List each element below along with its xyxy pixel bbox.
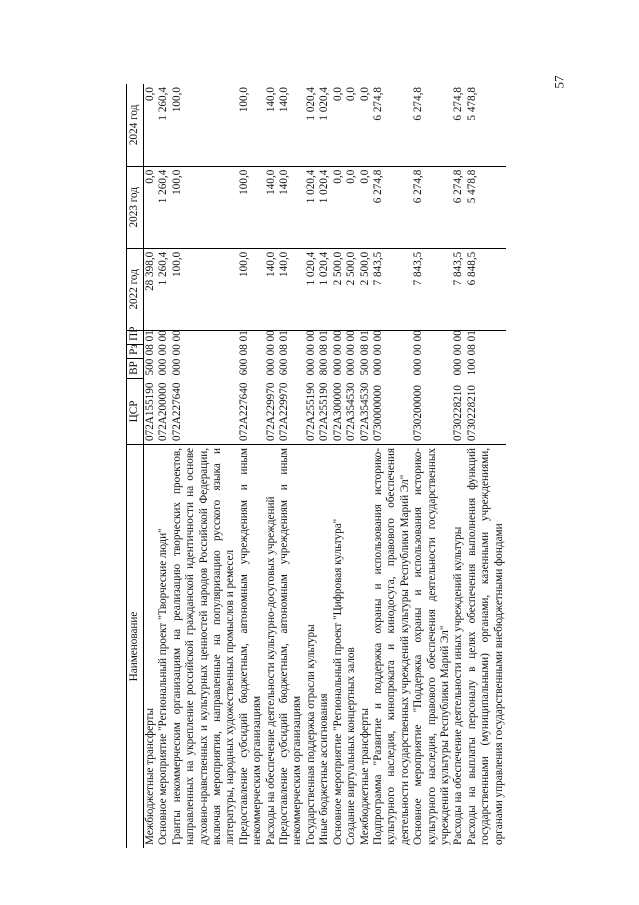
row-csr-code: 0730000000: [371, 385, 384, 441]
row-amount-2024: 6 274,8: [452, 84, 465, 166]
row-vr-code: 000: [345, 358, 358, 376]
row-rz-code: 00: [371, 344, 384, 356]
row-pr-code: 00: [331, 330, 344, 342]
row-amount-2023: 5 478,8: [466, 166, 506, 248]
row-csr-code: 072А227640: [170, 382, 183, 441]
row-vr-code: 500: [144, 358, 156, 376]
row-amount-2022: 1 020,4: [305, 248, 318, 330]
header-2022: 2022 год: [127, 248, 144, 330]
row-csr-code: 072А354530: [345, 382, 358, 441]
row-rz-code: 00: [345, 344, 358, 356]
row-amount-2023: 0,0: [345, 166, 358, 248]
row-amount-2024: 140,0: [278, 84, 305, 166]
row-amount-2023: 0,0: [144, 166, 158, 248]
row-csr-code: 0730200000: [412, 385, 425, 441]
row-name: Расходы на обеспечение деятельности культурно-досуговых учреждений: [265, 444, 278, 848]
row-name: Расходы на выплаты персоналу в целях обеспечения выполнения функций государственными (муниципальными) органами, казенными учреждениями, органами управления государственными внебюджетными фондами: [466, 444, 506, 848]
row-amount-2023: 0,0: [332, 166, 345, 248]
row-rz-code: 00: [170, 344, 183, 356]
row-pr-code: 01: [465, 330, 478, 342]
row-csr-code: 0730228210: [452, 385, 465, 441]
table-header: [127, 84, 144, 848]
row-amount-2022: 1 020,4: [318, 248, 331, 330]
row-amount-2022: 28 398,0: [144, 248, 158, 330]
header-vr: ВР: [127, 358, 144, 378]
row-amount-2022: 6 848,5: [466, 248, 506, 330]
row-amount-2023: 140,0: [265, 166, 278, 248]
row-name: Расходы на обеспечение деятельности иных учреждений культуры: [452, 444, 465, 848]
row-amount-2024: 0,0: [345, 84, 358, 166]
row-amount-2023: 6 274,8: [412, 166, 452, 248]
table-row: [157, 84, 170, 848]
row-amount-2024: 1 020,4: [305, 84, 318, 166]
row-name: Создание виртуальных концертных залов: [345, 444, 358, 848]
row-amount-2022: 2 500,0: [332, 248, 345, 330]
row-amount-2024: 5 478,8: [466, 84, 506, 166]
header-2024: 2024 год: [127, 84, 144, 166]
row-vr-code: 100: [465, 358, 478, 376]
row-name: Гранты некоммерческим организациям на реализацию творческих проектов, направленных на укрепление российской гражданской идентичности на основе духовно-нравственных и культурных ценностей народов Российской Федерации, включая мероприятия, направленные на популяризацию русского языка и литературы, народных художественных промыслов и ремесел: [171, 444, 238, 848]
row-pr-code: 00: [304, 330, 317, 342]
row-amount-2022: 1 260,4: [157, 248, 170, 330]
row-name: Основное мероприятие "Региональный проект "Цифровая культура": [332, 444, 345, 848]
row-amount-2024: 1 020,4: [318, 84, 331, 166]
row-vr-code: 600: [278, 358, 291, 376]
row-amount-2024: 100,0: [171, 84, 238, 166]
row-rz-code: 08: [237, 344, 250, 356]
row-csr-code: 072А255190: [318, 382, 331, 441]
row-amount-2022: 2 500,0: [345, 248, 358, 330]
row-vr-code: 500: [358, 358, 371, 376]
row-amount-2022: 100,0: [238, 248, 265, 330]
row-rz-code: 08: [144, 344, 156, 356]
row-amount-2022: 7 843,5: [452, 248, 465, 330]
row-amount-2022: 140,0: [278, 248, 305, 330]
row-amount-2022: 2 500,0: [359, 248, 372, 330]
row-csr-code: 072А229970: [264, 382, 277, 441]
budget-table: [126, 84, 506, 848]
row-csr-code: 072А155190: [144, 382, 156, 441]
table-row: [412, 84, 452, 848]
row-rz-code: 08: [278, 344, 291, 356]
table-row: [305, 84, 318, 848]
row-amount-2023: 140,0: [278, 166, 305, 248]
table-row: [278, 84, 305, 848]
row-amount-2022: 7 843,5: [372, 248, 412, 330]
row-vr-code: 600: [237, 358, 250, 376]
row-amount-2024: 1 260,4: [157, 84, 170, 166]
table-body: [144, 84, 506, 848]
row-amount-2024: 0,0: [359, 84, 372, 166]
row-rz-code: 00: [304, 344, 317, 356]
row-amount-2024: 0,0: [332, 84, 345, 166]
table-row: [345, 84, 358, 848]
row-vr-code: 000: [331, 358, 344, 376]
row-pr-code: 00: [157, 330, 170, 342]
row-vr-code: 000: [371, 358, 384, 376]
table-row: [144, 84, 158, 848]
row-pr-code: 01: [278, 330, 291, 342]
row-pr-code: 00: [371, 330, 384, 342]
row-pr-code: 00: [264, 330, 277, 342]
row-csr-code: 072А255190: [304, 382, 317, 441]
row-name: Предоставление субсидий бюджетным, автономным учреждениям и иным некоммерческим организациям: [238, 444, 265, 848]
row-csr-code: 072А354530: [358, 382, 371, 441]
row-rz-code: 08: [465, 344, 478, 356]
row-pr-code: 00: [412, 330, 425, 342]
budget-table-container: [126, 84, 546, 848]
row-amount-2022: 140,0: [265, 248, 278, 330]
row-pr-code: 00: [345, 330, 358, 342]
row-amount-2023: 100,0: [171, 166, 238, 248]
table-row: [318, 84, 331, 848]
page-number: 57: [551, 75, 567, 89]
row-rz-code: 00: [264, 344, 277, 356]
row-csr-code: 072А200000: [157, 382, 170, 441]
row-vr-code: 000: [452, 358, 465, 376]
table-row: [171, 84, 238, 848]
row-name: Иные бюджетные ассигнования: [318, 444, 331, 848]
row-rz-code: 00: [412, 344, 425, 356]
row-amount-2023: 6 274,8: [372, 166, 412, 248]
header-pr: ПР: [127, 330, 144, 344]
row-amount-2023: 1 020,4: [305, 166, 318, 248]
row-amount-2024: 6 274,8: [412, 84, 452, 166]
table-row: [332, 84, 345, 848]
row-pr-code: 01: [358, 330, 371, 342]
row-pr-code: 01: [318, 330, 331, 342]
row-pr-code: 01: [237, 330, 250, 342]
row-name: Основное мероприятие "Поддержка охраны и использования историко-культурного наследия, правового обеспечения деятельности государственных учреждений культуры Республики Марий Эл": [412, 444, 452, 848]
row-name: Межбюджетные трансферты: [144, 444, 158, 848]
row-vr-code: 000: [264, 358, 277, 376]
row-name: Предоставление субсидий бюджетным, автономным учреждениям и иным некоммерческим организациям: [278, 444, 305, 848]
row-amount-2024: 100,0: [238, 84, 265, 166]
table-row: [466, 84, 506, 848]
table-row: [265, 84, 278, 848]
row-rz-code: 00: [331, 344, 344, 356]
row-rz-code: 08: [318, 344, 331, 356]
row-name: Подпрограмма "Развитие и поддержка охраны и использования историко-культурного наследия, кинопроката и кинодосуга, правового обеспечения деятельности государственных учреждений культуры Республики Марий Эл": [372, 444, 412, 848]
row-name: Основное мероприятие "Региональный проект "Творческие люди": [157, 444, 170, 848]
row-pr-code: 01: [144, 330, 156, 342]
row-pr-code: 00: [170, 330, 183, 342]
row-vr-code: 800: [318, 358, 331, 376]
table-row: [372, 84, 412, 848]
header-rz: Рз: [127, 344, 144, 358]
row-vr-code: 000: [412, 358, 425, 376]
header-2023: 2023 год: [127, 166, 144, 248]
row-amount-2023: 6 274,8: [452, 166, 465, 248]
header-name: Наименование: [127, 444, 144, 848]
row-amount-2024: 6 274,8: [372, 84, 412, 166]
row-vr-code: 000: [304, 358, 317, 376]
row-amount-2023: 100,0: [238, 166, 265, 248]
row-csr-code: 072А300000: [331, 382, 344, 441]
row-pr-code: 00: [452, 330, 465, 342]
row-vr-code: 000: [170, 358, 183, 376]
row-amount-2023: 1 260,4: [157, 166, 170, 248]
header-csr: ЦСР: [127, 378, 144, 444]
row-amount-2023: 1 020,4: [318, 166, 331, 248]
table-row: [359, 84, 372, 848]
table-row: [238, 84, 265, 848]
table-row: [452, 84, 465, 848]
row-csr-code: 0730228210: [465, 385, 478, 441]
row-name: Межбюджетные трансферты: [359, 444, 372, 848]
row-amount-2024: 140,0: [265, 84, 278, 166]
row-csr-code: 072А227640: [237, 382, 250, 441]
row-amount-2024: 0,0: [144, 84, 158, 166]
row-rz-code: 08: [358, 344, 371, 356]
row-csr-code: 072А229970: [278, 382, 291, 441]
row-rz-code: 00: [452, 344, 465, 356]
row-name: Государственная поддержка отрасли культуры: [305, 444, 318, 848]
row-amount-2022: 100,0: [171, 248, 238, 330]
row-rz-code: 00: [157, 344, 170, 356]
row-amount-2022: 7 843,5: [412, 248, 452, 330]
row-amount-2023: 0,0: [359, 166, 372, 248]
row-vr-code: 000: [157, 358, 170, 376]
